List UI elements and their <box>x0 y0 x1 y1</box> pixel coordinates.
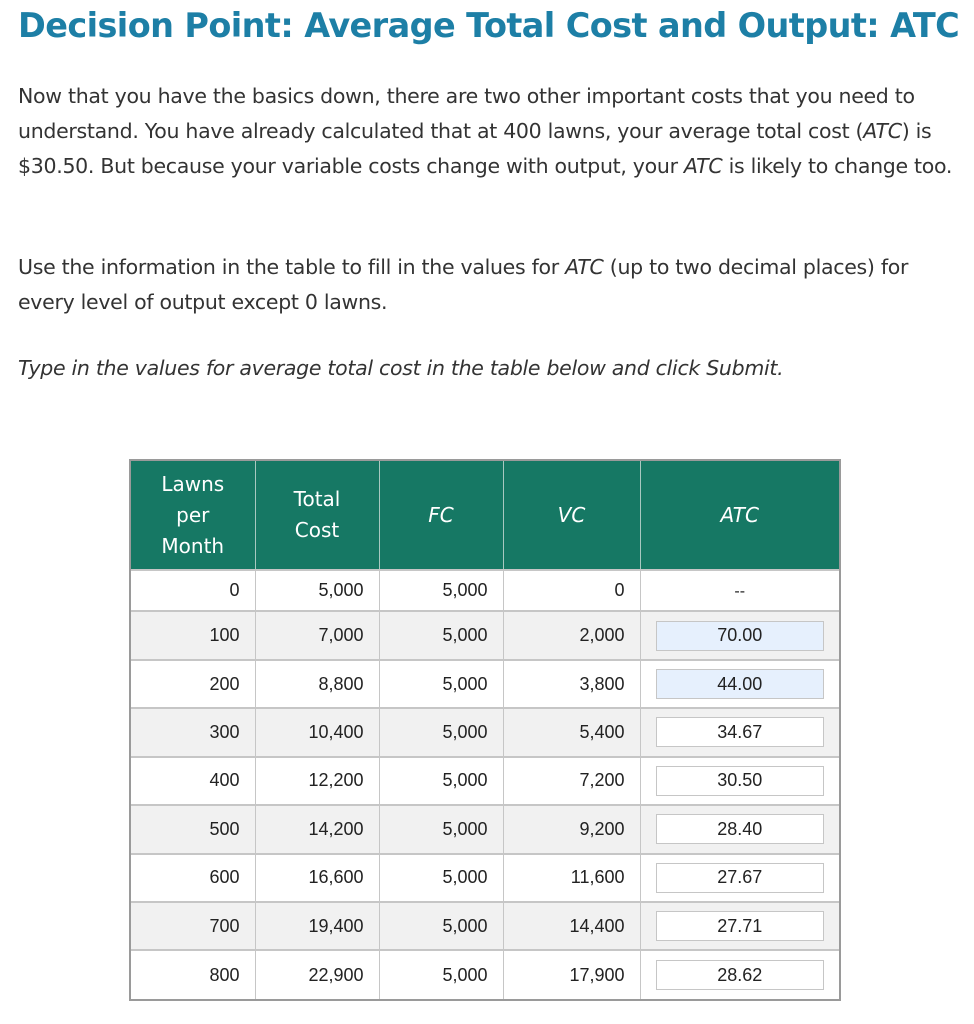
cell-lawns: 200 <box>131 660 255 708</box>
atc-input-600[interactable] <box>656 863 824 893</box>
atc-input-400[interactable] <box>656 766 824 796</box>
table-row <box>131 708 839 756</box>
cell-lawns: 800 <box>131 950 255 999</box>
header-lawns-line-2: per <box>176 502 210 527</box>
cell-atc <box>640 570 839 611</box>
cell-atc <box>640 708 839 756</box>
cell-lawns: 700 <box>131 902 255 950</box>
header-vc: VC <box>503 461 640 570</box>
atc-input-100[interactable] <box>656 621 824 651</box>
cell-fc: 5,000 <box>379 660 503 708</box>
header-total-cost-line-1: Total <box>293 487 341 511</box>
cell-total-cost: 22,900 <box>255 950 379 999</box>
cell-total-cost: 12,200 <box>255 757 379 805</box>
intro-paragraph <box>18 79 968 184</box>
cell-lawns: 600 <box>131 854 255 902</box>
table-row <box>131 757 839 805</box>
header-fc: FC <box>379 461 503 570</box>
cell-vc: 17,900 <box>503 950 640 999</box>
table-row <box>131 660 839 708</box>
cell-total-cost: 16,600 <box>255 854 379 902</box>
cell-total-cost: 8,800 <box>255 660 379 708</box>
cell-total-cost: 19,400 <box>255 902 379 950</box>
cell-vc: 0 <box>503 570 640 611</box>
table-row <box>131 805 839 853</box>
header-lawns-line-1: Lawns <box>161 471 225 496</box>
instruction-text-2: (up to two decimal places) for every level of output except 0 lawns. <box>18 255 909 314</box>
instruction-atc-term: ATC <box>565 255 604 279</box>
instruction-paragraph <box>18 250 968 320</box>
cell-vc: 11,600 <box>503 854 640 902</box>
cell-atc <box>640 950 839 999</box>
cell-fc: 5,000 <box>379 950 503 999</box>
cell-atc <box>640 757 839 805</box>
cell-fc: 5,000 <box>379 757 503 805</box>
cell-lawns: 300 <box>131 708 255 756</box>
table-row <box>131 854 839 902</box>
cell-vc: 9,200 <box>503 805 640 853</box>
intro-atc-term-1: ATC <box>863 119 902 143</box>
cell-total-cost: 7,000 <box>255 611 379 659</box>
header-total-cost-line-2: Cost <box>294 518 340 542</box>
cell-vc: 7,200 <box>503 757 640 805</box>
cell-atc <box>640 660 839 708</box>
cell-lawns: 500 <box>131 805 255 853</box>
intro-text-2: ) is $30.50. But because your variable costs change with output, your <box>18 119 932 178</box>
atc-table-container <box>129 459 841 1001</box>
prompt-text: Type in the values for average total cost in the table below and click Submit. <box>18 356 784 380</box>
atc-input-300[interactable] <box>656 717 824 747</box>
cell-lawns: 100 <box>131 611 255 659</box>
cell-fc: 5,000 <box>379 902 503 950</box>
table-row <box>131 902 839 950</box>
page-title: Decision Point: Average Total Cost and Output: ATC <box>18 6 960 45</box>
header-lawns-line-3: Month <box>161 533 225 558</box>
cell-fc: 5,000 <box>379 570 503 611</box>
cell-vc: 5,400 <box>503 708 640 756</box>
cell-lawns: 400 <box>131 757 255 805</box>
cell-lawns: 0 <box>131 570 255 611</box>
atc-input-200[interactable] <box>656 669 824 699</box>
cell-total-cost: 10,400 <box>255 708 379 756</box>
atc-input-500[interactable] <box>656 814 824 844</box>
table-row <box>131 570 839 611</box>
cell-fc: 5,000 <box>379 611 503 659</box>
cell-vc: 14,400 <box>503 902 640 950</box>
header-lawns-per-month <box>131 461 255 570</box>
cell-fc: 5,000 <box>379 854 503 902</box>
intro-text-1: Now that you have the basics down, there are two other important costs that you need to understand. You have already calculated that at 400 lawns, your average total cost ( <box>18 84 915 143</box>
cell-vc: 2,000 <box>503 611 640 659</box>
table-row <box>131 950 839 999</box>
cell-atc <box>640 902 839 950</box>
cell-atc <box>640 854 839 902</box>
table-header-row <box>131 461 839 570</box>
header-atc: ATC <box>640 461 839 570</box>
cell-total-cost: 5,000 <box>255 570 379 611</box>
cell-fc: 5,000 <box>379 805 503 853</box>
atc-table <box>131 461 839 999</box>
header-total-cost <box>255 461 379 570</box>
atc-not-applicable: -- <box>734 583 746 601</box>
instruction-text-1: Use the information in the table to fill in the values for <box>18 255 566 279</box>
cell-vc: 3,800 <box>503 660 640 708</box>
cell-total-cost: 14,200 <box>255 805 379 853</box>
table-row <box>131 611 839 659</box>
intro-text-3: is likely to change too. <box>722 154 953 178</box>
cell-atc <box>640 805 839 853</box>
atc-input-700[interactable] <box>656 911 824 941</box>
cell-fc: 5,000 <box>379 708 503 756</box>
intro-atc-term-2: ATC <box>683 154 723 178</box>
cell-atc <box>640 611 839 659</box>
atc-input-800[interactable] <box>656 960 824 990</box>
